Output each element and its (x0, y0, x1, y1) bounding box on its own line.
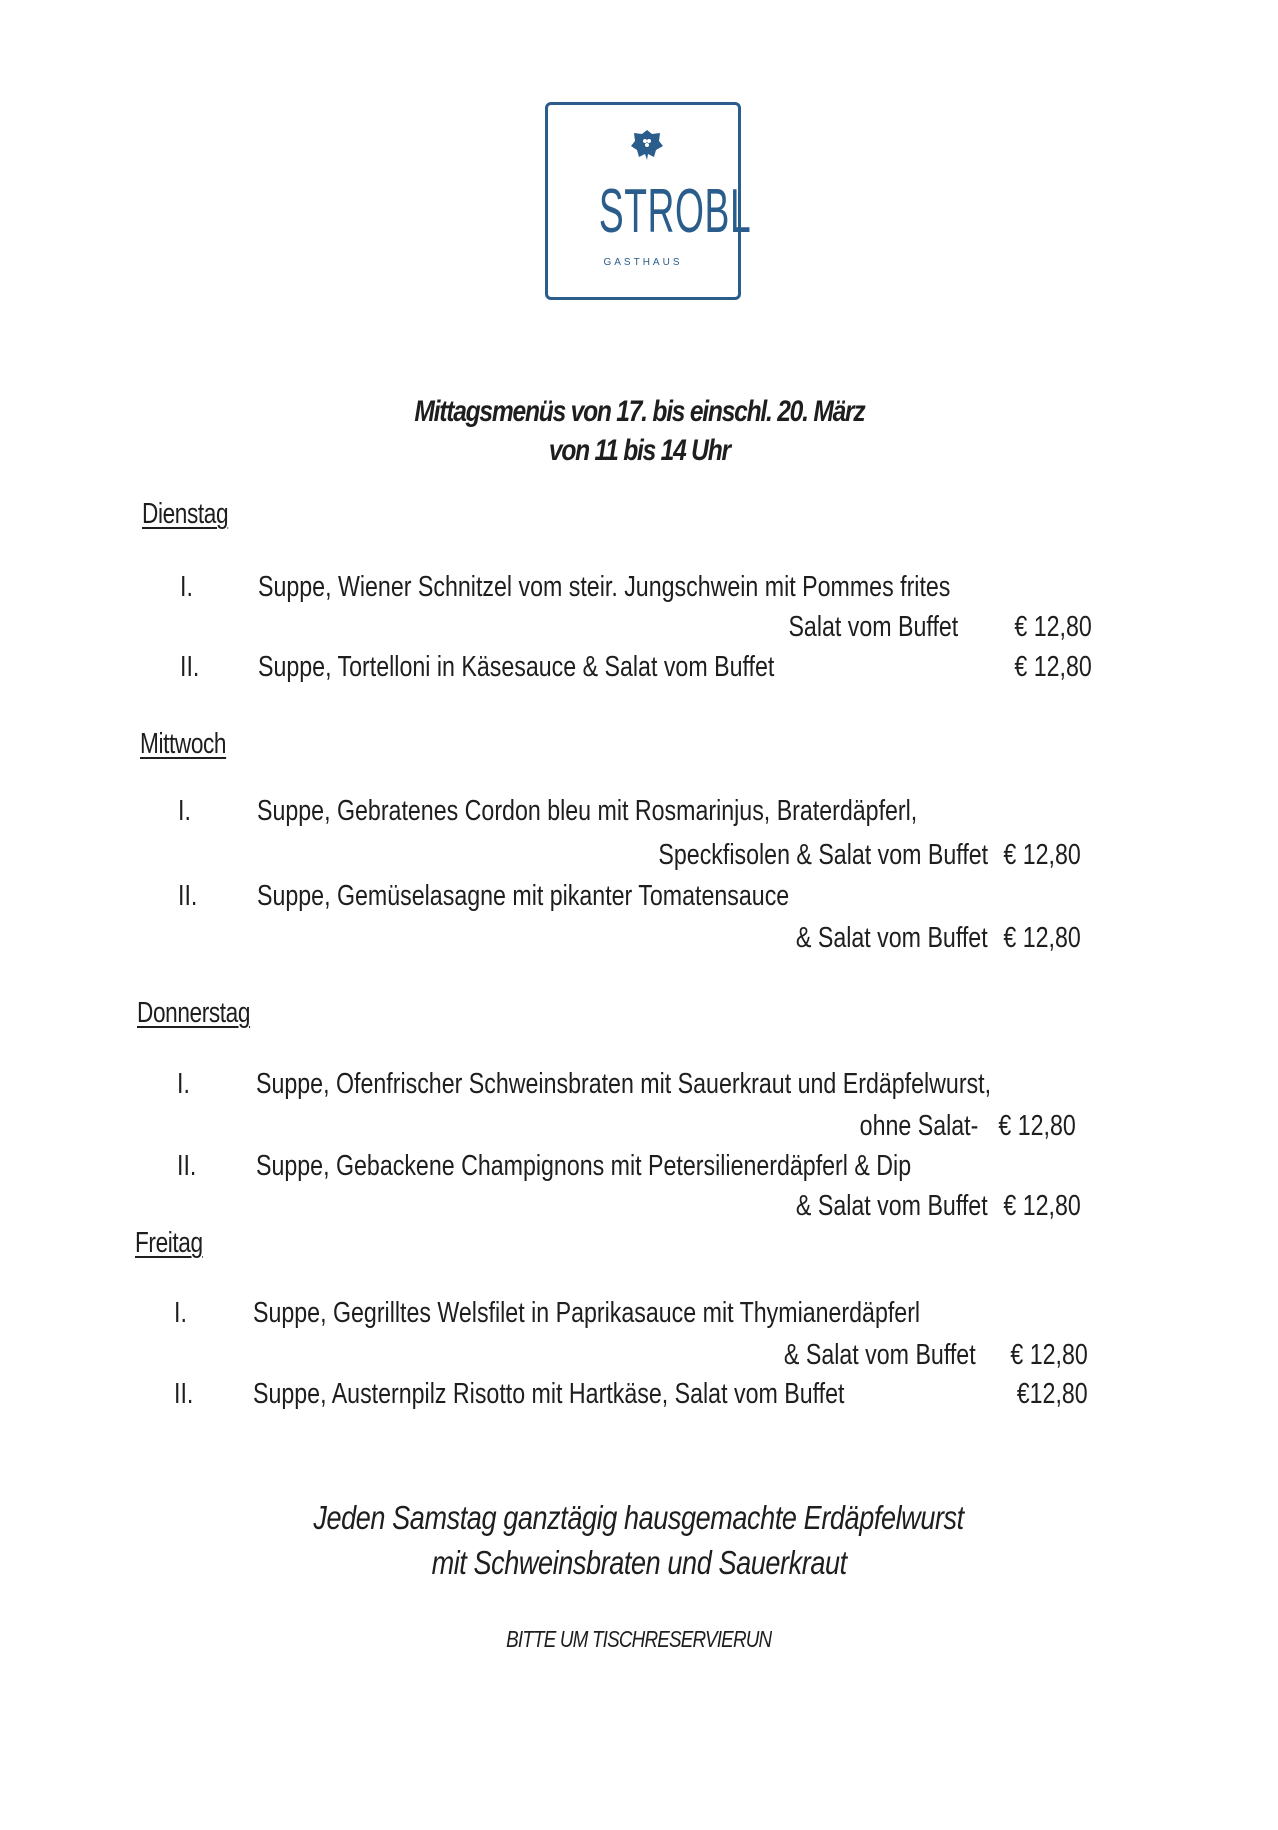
item-price: € 12,80 (1014, 651, 1092, 683)
day-heading: Donnerstag (137, 997, 251, 1029)
menu-title: Mittagsmenüs von 17. bis einschl. 20. März (413, 395, 865, 428)
item-price: € 12,80 (1014, 611, 1092, 643)
item-numeral: I. (177, 1068, 190, 1100)
item-price: € 12,80 (1003, 922, 1081, 954)
logo-subtitle: GASTHAUS (603, 257, 683, 268)
item-text: Suppe, Tortelloni in Käsesauce & Salat vom Buffet (258, 651, 775, 683)
item-text-cont: Salat vom Buffet (788, 611, 958, 643)
item-numeral: II. (178, 880, 198, 912)
item-text-cont: ohne Salat- (859, 1110, 978, 1142)
logo-name: STROBL (598, 177, 752, 246)
item-text: Suppe, Gegrilltes Welsfilet in Paprikasauce mit Thymianerdäpferl (253, 1297, 921, 1329)
item-price: €12,80 (1017, 1378, 1088, 1410)
saturday-note: Jeden Samstag ganztägig hausgemachte Erdäpfelwurst (313, 1499, 965, 1536)
item-text: Suppe, Ofenfrischer Schweinsbraten mit Sauerkraut und Erdäpfelwurst, (256, 1068, 992, 1100)
item-text-cont: & Salat vom Buffet (784, 1339, 976, 1371)
item-text: Suppe, Gebratenes Cordon bleu mit Rosmarinjus, Braterdäpferl, (257, 795, 918, 827)
item-text: Suppe, Wiener Schnitzel vom steir. Jungschwein mit Pommes frites (258, 571, 951, 603)
vine-leaf-icon (630, 127, 664, 161)
day-heading: Mittwoch (140, 728, 227, 760)
item-numeral: II. (180, 651, 200, 683)
item-numeral: I. (180, 571, 193, 603)
reservation-note: BITTE UM TISCHRESERVIERUN (506, 1626, 772, 1652)
item-numeral: II. (174, 1378, 194, 1410)
item-numeral: I. (174, 1297, 187, 1329)
saturday-note-cont: mit Schweinsbraten und Sauerkraut (431, 1544, 847, 1581)
day-heading: Dienstag (142, 498, 229, 530)
item-text: Suppe, Gemüselasagne mit pikanter Tomatensauce (257, 880, 790, 912)
item-price: € 12,80 (1010, 1339, 1088, 1371)
item-numeral: I. (178, 795, 191, 827)
item-text-cont: Speckfisolen & Salat vom Buffet (658, 839, 988, 871)
item-text: Suppe, Austernpilz Risotto mit Hartkäse, Salat vom Buffet (253, 1378, 845, 1410)
day-heading: Freitag (135, 1227, 203, 1259)
item-text-cont: & Salat vom Buffet (796, 922, 988, 954)
item-numeral: II. (177, 1150, 197, 1182)
item-price: € 12,80 (1003, 1190, 1081, 1222)
item-text-cont: & Salat vom Buffet (796, 1190, 988, 1222)
logo (545, 102, 752, 300)
item-text: Suppe, Gebackene Champignons mit Petersilienerdäpferl & Dip (256, 1150, 912, 1182)
item-price: € 12,80 (998, 1110, 1076, 1142)
menu-hours: von 11 bis 14 Uhr (548, 434, 730, 467)
item-price: € 12,80 (1003, 839, 1081, 871)
